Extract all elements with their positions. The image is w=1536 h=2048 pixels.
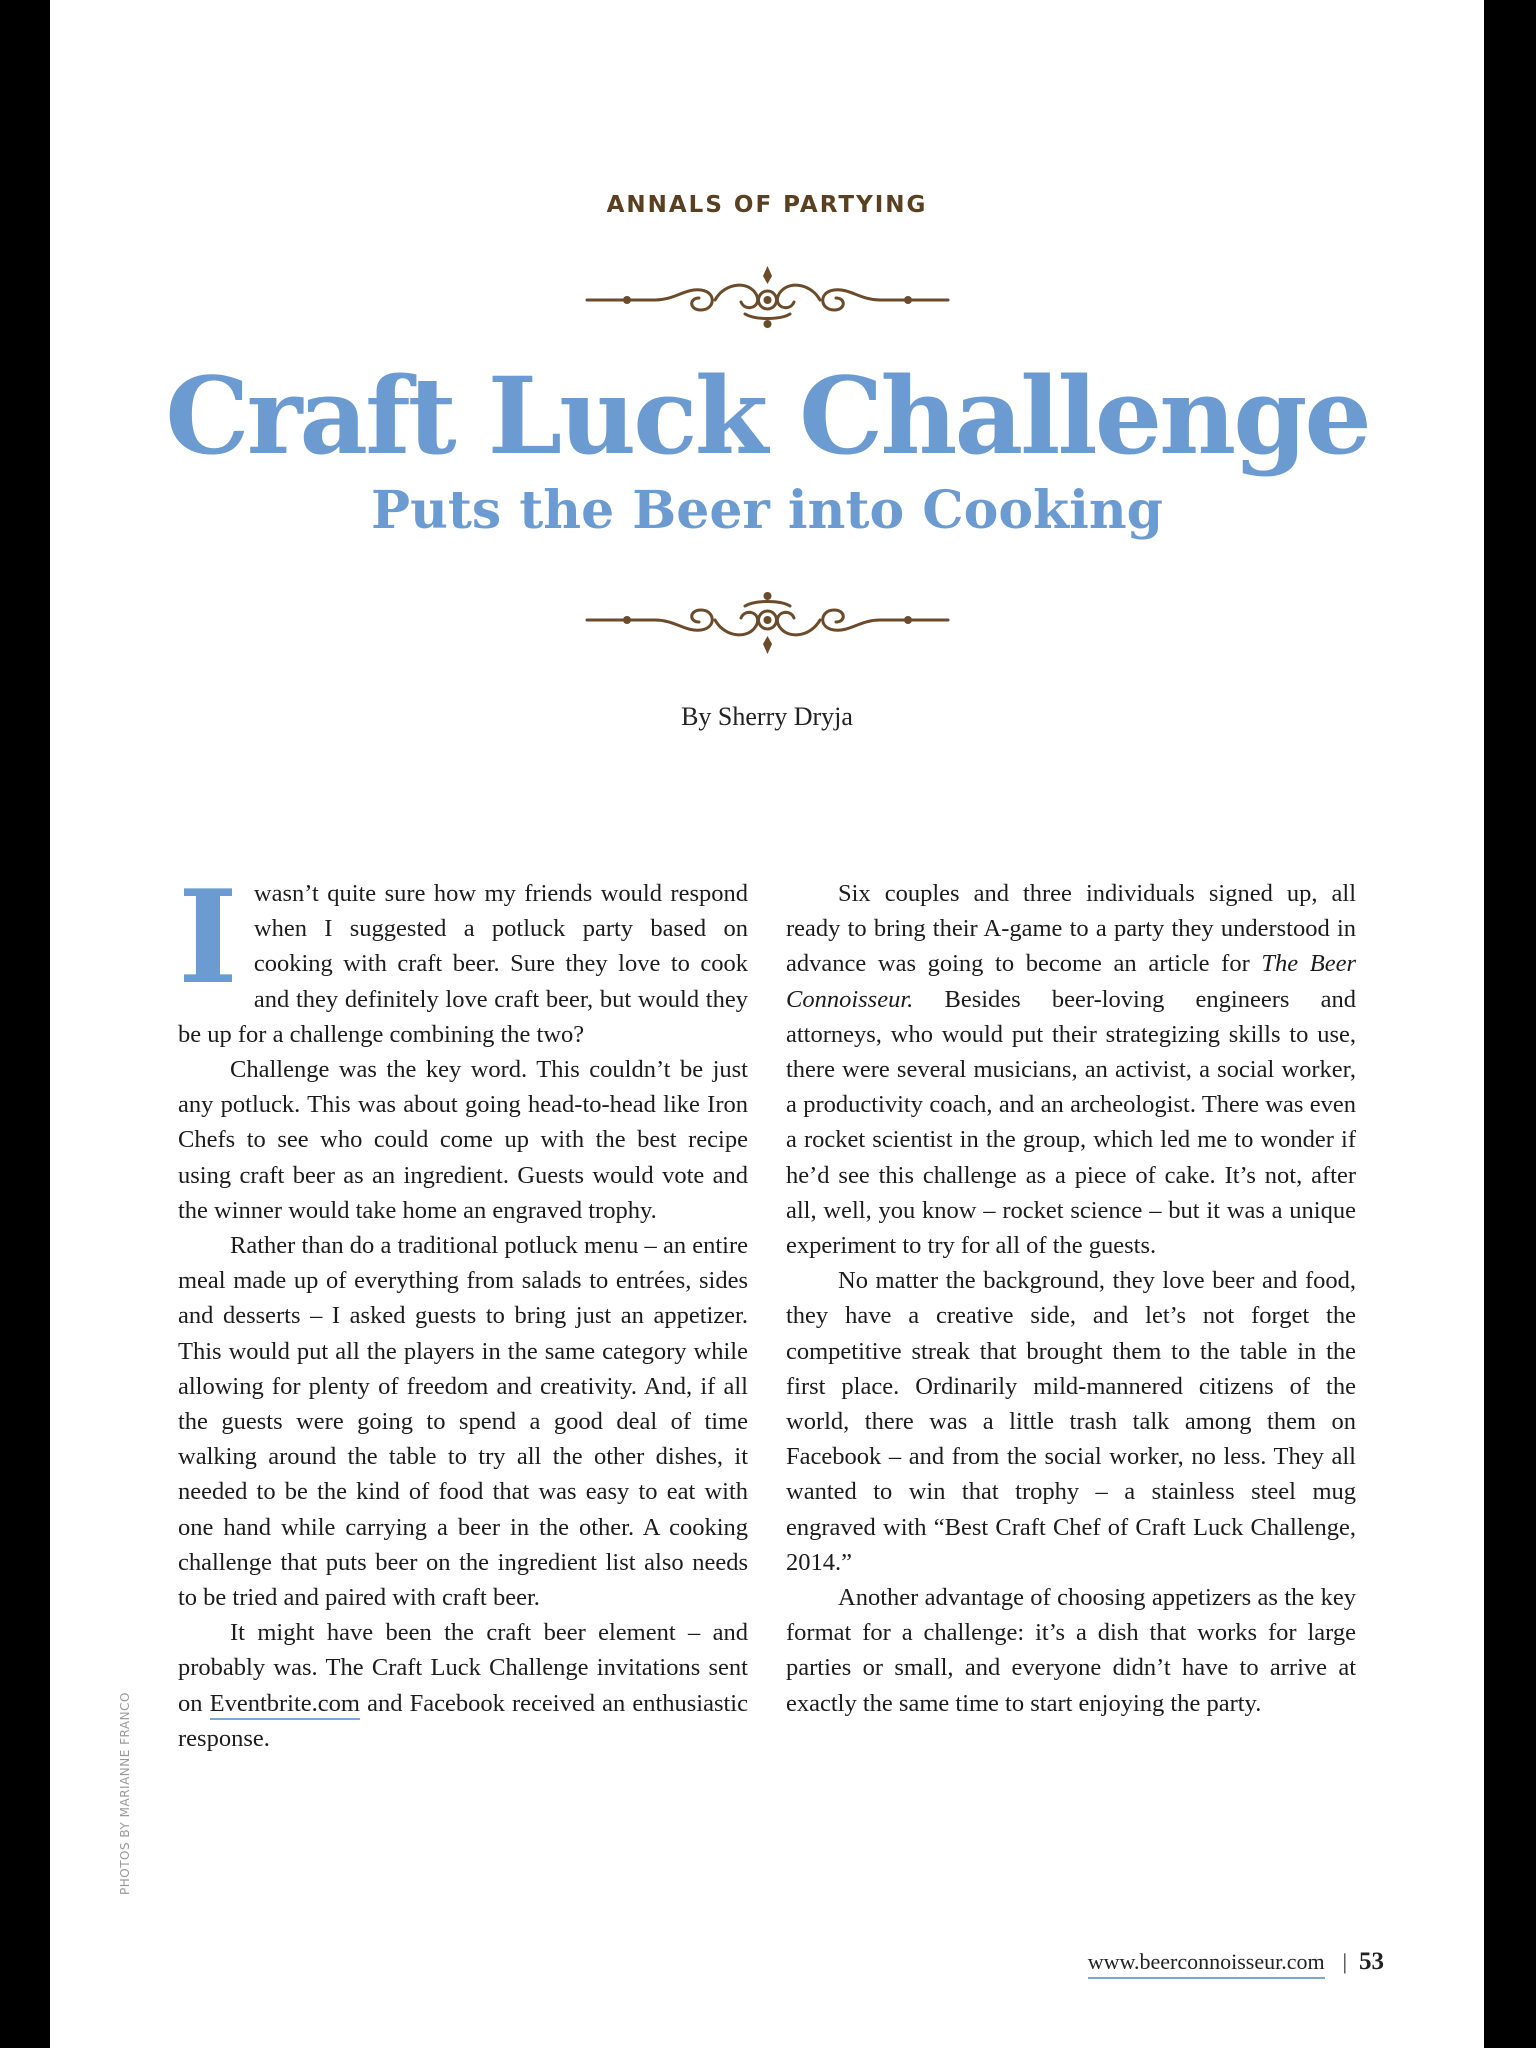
paragraph-text: and Facebook received an enthusiastic response.: [178, 1689, 748, 1752]
photo-credit: PHOTOS BY MARIANNE FRANCO: [118, 1692, 132, 1895]
paragraph-text: wasn’t quite sure how my friends would respond when I suggested a potluck party based on cooking with craft beer. Sure they love to cook and they definitely love craft beer, but would they be up for a challenge combining the two?: [178, 880, 748, 1048]
page-footer: [1088, 1948, 1384, 1979]
article-title: Craft Luck Challenge: [165, 353, 1369, 478]
flourish-ornament-icon: [585, 588, 950, 658]
flourish-ornament-icon: [585, 262, 950, 332]
eventbrite-link[interactable]: Eventbrite.com: [210, 1690, 360, 1720]
page-number: 53: [1359, 1948, 1384, 1975]
magazine-page: [50, 0, 1484, 2048]
paragraph: [178, 1615, 748, 1756]
article-column-right: [786, 876, 1356, 1721]
paragraph-text: Six couples and three individuals signed up, all ready to bring their A-game to a party they understood in advance was going to become an article for: [786, 880, 1356, 978]
section-label: ANNALS OF PARTYING: [606, 192, 928, 218]
publication-name: The Beer Connoisseur.: [786, 950, 1357, 1013]
paragraph: Rather than do a traditional potluck menu – an entire meal made up of everything from salads to entrées, sides and desserts – I asked guests to bring just an appetizer. This would put all the players in the same category while allowing for plenty of freedom and creativity. And, if all the guests were going to spend a good deal of time walking around the table to try all the other dishes, it needed to be the kind of food that was easy to eat with one hand while carrying a beer in the other. A cooking challenge that puts beer on the ingredient list also needs to be tried and paired with craft beer.: [178, 1232, 748, 1612]
footer-separator: |: [1342, 1949, 1347, 1974]
paragraph-text: It might have been the craft beer element – and probably was. The Craft Luck Challenge invitations sent on: [178, 1619, 748, 1717]
paragraph: Challenge was the key word. This couldn’t be just any potluck. This was about going head-to-head like Iron Chefs to see who could come up with the best recipe using craft beer as an ingredient. Guests would vote and the winner would take home an engraved trophy.: [178, 1056, 748, 1224]
drop-cap: I: [178, 863, 238, 1013]
website-link[interactable]: www.beerconnoisseur.com: [1088, 1949, 1325, 1979]
paragraph: Another advantage of choosing appetizers as the key format for a challenge: it’s a dish that works for large parties or small, and everyone didn’t have to arrive at exactly the same time to start enjoying the party.: [786, 1584, 1356, 1717]
article-subtitle: Puts the Beer into Cooking: [370, 480, 1163, 541]
byline: By Sherry Dryja: [681, 702, 853, 731]
paragraph: No matter the background, they love beer and food, they have a creative side, and let’s not forget the competitive streak that brought them to the table in the first place. Ordinarily mild-mannered citizens of the world, there was a little trash talk among them on Facebook – and from the social worker, no less. They all wanted to win that trophy – a stainless steel mug engraved with “Best Craft Chef of Craft Luck Challenge, 2014.”: [786, 1267, 1356, 1576]
paragraph: [786, 876, 1356, 1263]
paragraph-text: Besides beer-loving engineers and attorneys, who would put their strategizing skills to use, there were several musicians, an activist, a social worker, a productivity coach, and an archeologist. There was even a rocket scientist in the group, which led me to wonder if he’d see this challenge as a piece of cake. It’s not, after all, well, you know – rocket science – but it was a unique experiment to try for all of the guests.: [786, 985, 1356, 1260]
article-column-left: [178, 863, 748, 1756]
paragraph: [178, 863, 748, 1052]
